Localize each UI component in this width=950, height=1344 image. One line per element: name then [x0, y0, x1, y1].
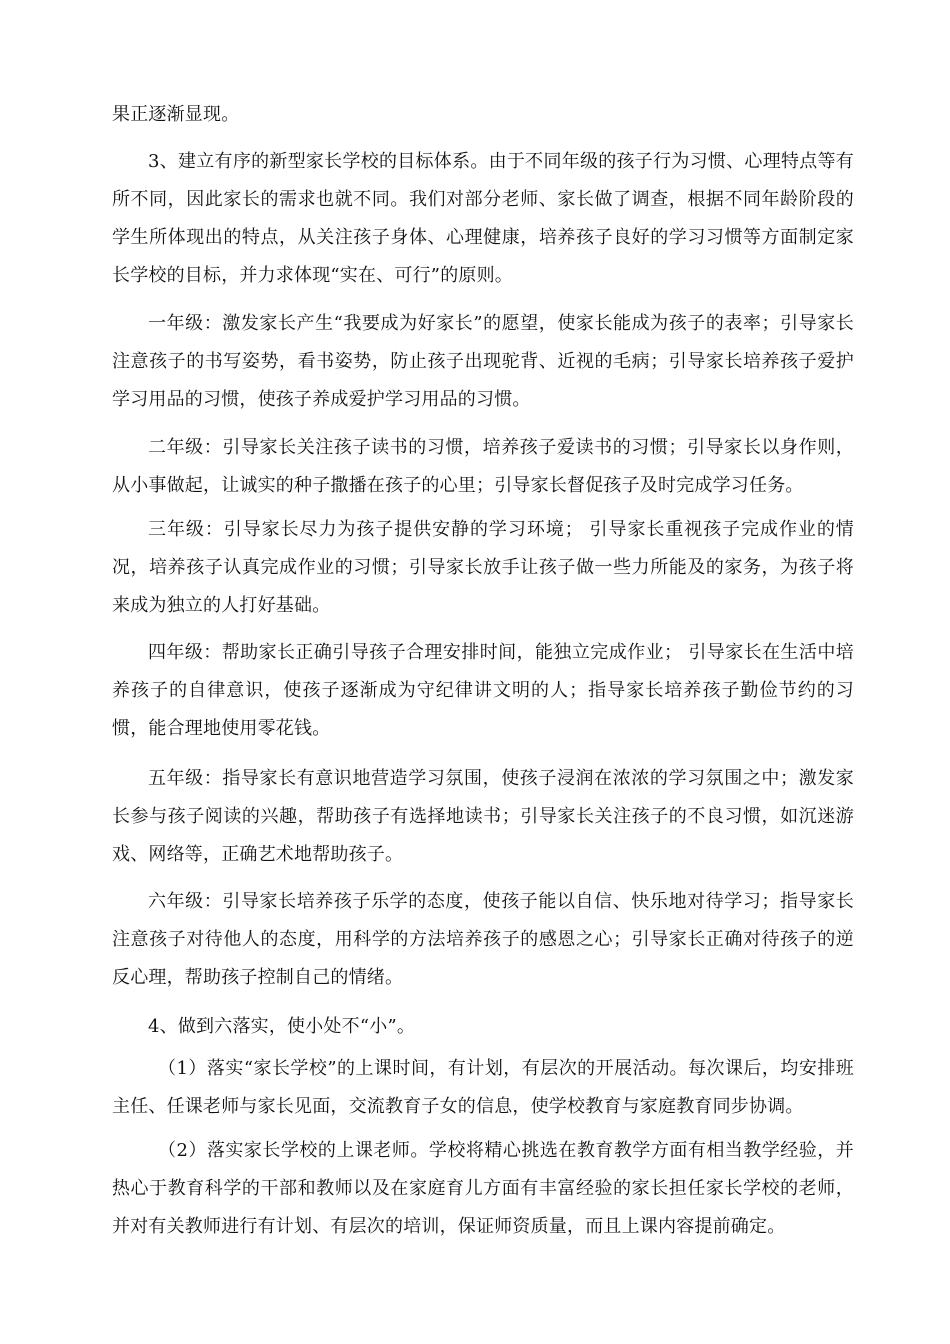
paragraph-continuation: 果正逐渐显现。: [112, 104, 240, 125]
paragraph-grade-6: 六年级：引导家长培养孩子乐学的态度，使孩子能以自信、快乐地对待学习；指导家长注意孩子对待他人的态度，用科学的方法培养孩子的感恩之心；引导家长正确对待孩子的逆反心理，帮助孩子控制自己的情绪。: [112, 891, 854, 988]
paragraph-grade-2: 二年级：引导家长关注孩子读书的习惯，培养孩子爱读书的习惯；引导家长以身作则，从小事做起，让诚实的种子撒播在孩子的心里；引导家长督促孩子及时完成学习任务。: [112, 437, 854, 496]
paragraph-item-2: （2）落实家长学校的上课老师。学校将精心挑选在教育教学方面有相当教学经验，并热心于教育科学的干部和教师以及在家庭育儿方面有丰富经验的家长担任家长学校的老师，并对有关教师进行有计划、有层次的培训，保证师资质量，而且上课内容提前确定。: [112, 1140, 854, 1237]
paragraph-grade-4: 四年级：帮助家长正确引导孩子合理安排时间，能独立完成作业； 引导家长在生活中培养孩子的自律意识，使孩子逐渐成为守纪律讲文明的人；指导家长培养孩子勤俭节约的习惯，能合理地使用零花钱。: [112, 642, 854, 739]
paragraph-six-implementations: 4、做到六落实，使小处不“小”。: [148, 1016, 416, 1037]
paragraph-grade-5: 五年级：指导家长有意识地营造学习氛围，使孩子浸润在浓浓的学习氛围之中；激发家长参与孩子阅读的兴趣，帮助孩子有选择地读书；引导家长关注孩子的不良习惯，如沉迷游戏、网络等，正确艺术地帮助孩子。: [112, 768, 854, 865]
paragraph-goal-system: 3、建立有序的新型家长学校的目标体系。由于不同年级的孩子行为习惯、心理特点等有所不同，因此家长的需求也就不同。我们对部分老师、家长做了调查，根据不同年龄阶段的学生所体现出的特点，从关注孩子身体、心理健康，培养孩子良好的学习习惯等方面制定家长学校的目标，并力求体现“实在、可行”的原则。: [112, 151, 854, 286]
paragraph-grade-1: 一年级：激发家长产生“我要成为好家长”的愿望，使家长能成为孩子的表率；引导家长注意孩子的书写姿势，看书姿势，防止孩子出现驼背、近视的毛病；引导家长培养孩子爱护学习用品的习惯，使孩子养成爱护学习用品的习惯。: [112, 313, 854, 410]
paragraph-item-1: （1）落实“家长学校”的上课时间，有计划，有层次的开展活动。每次课后，均安排班主任、任课老师与家长见面，交流教育子女的信息，使学校教育与家庭教育同步协调。: [112, 1058, 854, 1117]
paragraph-grade-3: 三年级：引导家长尽力为孩子提供安静的学习环境； 引导家长重视孩子完成作业的情况，培养孩子认真完成作业的习惯；引导家长放手让孩子做一些力所能及的家务，为孩子将来成为独立的人打好基础。: [112, 519, 854, 616]
